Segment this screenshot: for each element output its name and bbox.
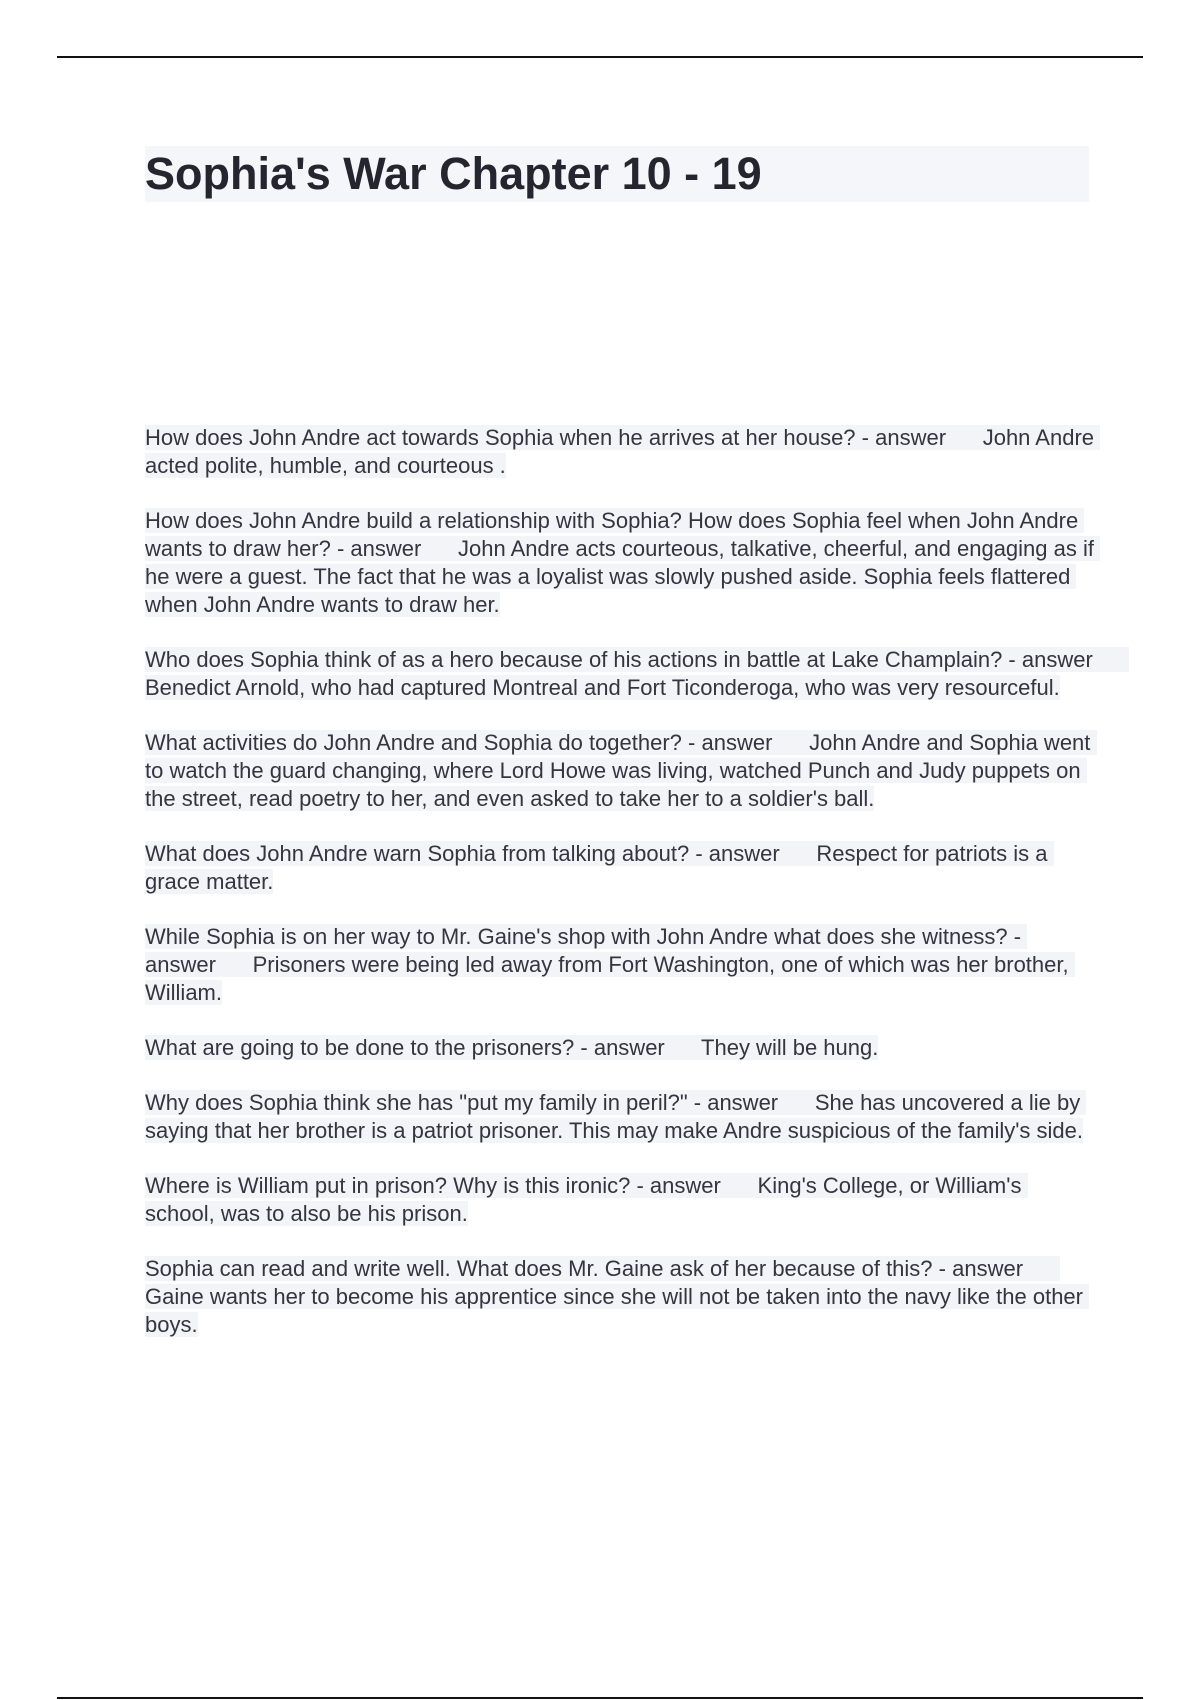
answer-label: - answer <box>681 730 810 755</box>
qa-item <box>145 646 1130 702</box>
answer-label: - answer <box>574 1035 702 1060</box>
answer-text: John Andre and Sophia went to watch the guard changing, where Lord Howe was living, watched Punch and Judy puppets on the street, read poetry to her, and even asked to take her to a soldier's ball. <box>145 730 1097 811</box>
qa-item <box>145 1089 1095 1145</box>
question-text: Where is William put in prison? Why is this ironic? <box>145 1173 631 1198</box>
question-text: Sophia can read and write well. What does Mr. Gaine ask of her because of this? <box>145 1256 933 1281</box>
question-text: What activities do John Andre and Sophia do together? <box>145 730 682 755</box>
qa-item <box>145 840 1095 896</box>
question-text: Who does Sophia think of as a hero because of his actions in battle at Lake Champlain? <box>145 647 1003 672</box>
top-rule <box>57 56 1143 58</box>
question-text: What does John Andre warn Sophia from talking about? <box>145 841 690 866</box>
bottom-rule <box>57 1697 1143 1699</box>
answer-label: - answer <box>932 1256 1060 1281</box>
qa-item <box>145 507 1101 619</box>
answer-text: John Andre acted polite, humble, and courteous . <box>145 425 1101 478</box>
qa-item <box>145 1034 1095 1062</box>
question-text: While Sophia is on her way to Mr. Gaine's shop with John Andre what does she witness? <box>145 924 1008 949</box>
qa-item <box>145 923 1095 1007</box>
answer-label: - answer <box>689 841 817 866</box>
answer-label: - answer <box>145 924 1028 977</box>
answer-text: She has uncovered a lie by saying that her brother is a patriot prisoner. This may make Andre suspicious of the family's side. <box>145 1090 1087 1143</box>
answer-label: - answer <box>1002 647 1130 672</box>
answer-label: - answer <box>330 536 459 561</box>
question-text: Why does Sophia think she has "put my family in peril?" <box>145 1090 688 1115</box>
answer-label: - answer <box>687 1090 815 1115</box>
answer-text: King's College, or William's school, was to also be his prison. <box>145 1173 1028 1226</box>
answer-label: - answer <box>630 1173 758 1198</box>
answer-text: Respect for patriots is a grace matter. <box>145 841 1054 894</box>
answer-text: Benedict Arnold, who had captured Montreal and Fort Ticonderoga, who was very resourceful. <box>145 675 1060 700</box>
qa-item <box>145 1255 1095 1339</box>
qa-item <box>145 729 1095 813</box>
answer-label: - answer <box>855 425 983 450</box>
question-text: How does John Andre build a relationship with Sophia? How does Sophia feel when John Andre wants to draw her? <box>145 508 1085 561</box>
answer-text: Gaine wants her to become his apprentice since she will not be taken into the navy like the other boys. <box>145 1284 1090 1337</box>
question-text: How does John Andre act towards Sophia when he arrives at her house? <box>145 425 856 450</box>
answer-text: Prisoners were being led away from Fort Washington, one of which was her brother, William. <box>145 952 1075 1005</box>
answer-text: They will be hung. <box>701 1035 879 1060</box>
page-title: Sophia's War Chapter 10 - 19 <box>145 146 1089 202</box>
qa-item <box>145 1172 1095 1228</box>
qa-item <box>145 424 1101 480</box>
qa-list <box>145 424 1130 1366</box>
question-text: What are going to be done to the prisoners? <box>145 1035 575 1060</box>
answer-text: John Andre acts courteous, talkative, cheerful, and engaging as if he were a guest. The fact that he was a loyalist was slowly pushed aside. Sophia feels flattered when John Andre wants to draw her. <box>145 536 1101 617</box>
